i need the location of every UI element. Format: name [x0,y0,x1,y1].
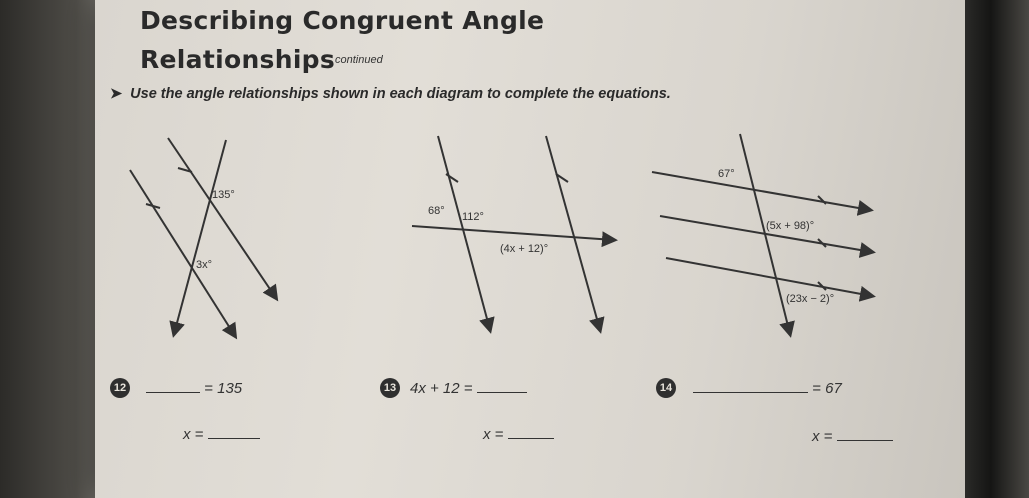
continued-label: continued [335,54,383,66]
angle-label: 67° [718,168,735,180]
answer-blank[interactable] [508,438,554,439]
angle-label: 112° [462,211,484,223]
question-number-badge: 12 [110,378,130,398]
x-label: x = [812,428,833,445]
diagram-3 [652,134,872,334]
equation-text: = 135 [204,380,243,397]
question-13-equation [410,380,527,397]
angle-label: 68° [428,205,445,217]
angle-label: (23x − 2)° [786,293,835,305]
angle-label: (4x + 12)° [500,243,549,255]
instruction-text: Use the angle relationships shown in each diagram to complete the equations. [130,86,671,102]
question-number-badge: 13 [380,378,400,398]
x-label: x = [183,426,204,443]
page-title-line2: Relationships [140,45,336,74]
answer-blank[interactable] [837,440,893,441]
equation-text: = 67 [812,380,842,397]
arrow-bullet-icon: ➤ [110,86,123,102]
diagram-2 [412,136,614,330]
question-12-x [183,426,260,443]
answer-blank[interactable] [208,438,260,439]
parallel-arrow-mark [818,196,826,204]
question-14-x [812,428,893,445]
parallel-line [438,136,490,330]
angle-label: (5x + 98)° [766,220,815,232]
question-14-equation [693,380,842,397]
equation-text: 4x + 12 = [410,380,473,397]
transversal-line [168,138,276,298]
parallel-line [652,172,870,210]
answer-blank[interactable] [693,392,808,393]
question-13-x [483,426,554,443]
answer-blank[interactable] [477,392,527,393]
parallel-line [546,136,600,330]
parallel-line [666,258,872,296]
x-label: x = [483,426,504,443]
angle-label: 3x° [196,259,213,271]
diagram-1 [130,138,276,336]
angle-label: 135° [212,189,235,201]
question-12-equation [146,380,242,397]
page-title-line1: Describing Congruent Angle [140,6,545,35]
answer-blank[interactable] [146,392,200,393]
transversal-line [412,226,614,240]
question-number-badge: 14 [656,378,676,398]
parallel-arrow-mark [446,174,458,182]
